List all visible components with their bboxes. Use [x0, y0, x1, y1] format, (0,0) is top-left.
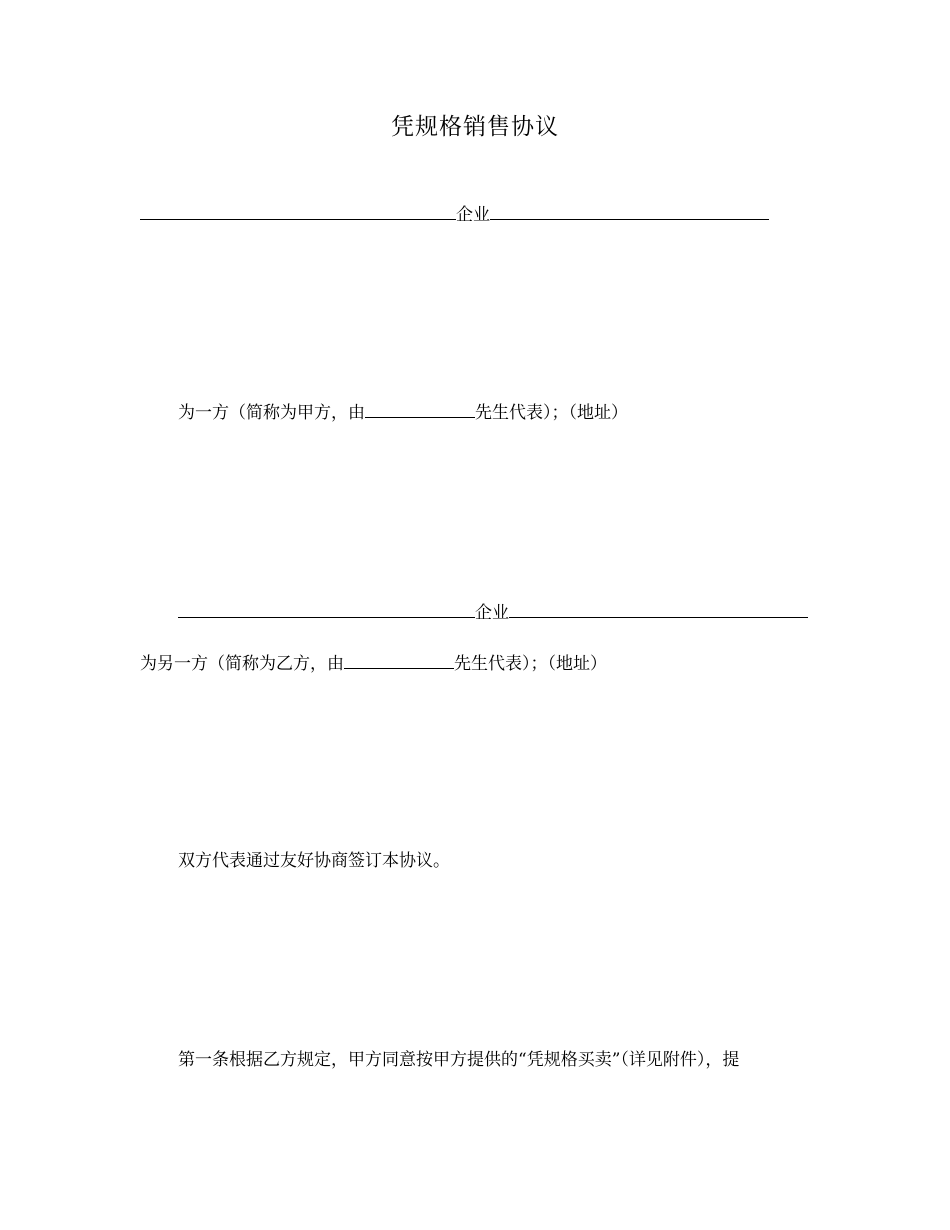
party-b-intro-after: 先生代表）；（地址）: [454, 654, 607, 674]
document-title: 凭规格销售协议: [391, 114, 559, 140]
party-b-company-trailing-blank: [509, 600, 808, 618]
party-a-intro-before: 为一方（简称为甲方，由: [178, 403, 365, 423]
party-b-company-line: [178, 600, 808, 624]
agreement-sentence: 双方代表通过友好协商签订本协议。: [178, 851, 450, 871]
party-a-intro-after: 先生代表）；（地址）: [475, 403, 628, 423]
article-one-start: 第一条根据乙方规定，甲方同意按甲方提供的“凭规格买卖”（详见附件），提: [178, 1050, 740, 1070]
party-b-representative-blank: [344, 651, 454, 669]
party-a-intro-line: [178, 400, 628, 424]
party-b-company-suffix: 企业: [475, 603, 509, 623]
party-b-intro-before: 为另一方（简称为乙方，由: [140, 654, 344, 674]
party-a-representative-blank: [365, 400, 475, 418]
party-a-company-suffix: 企业: [456, 205, 490, 225]
party-b-intro-line: [140, 651, 607, 675]
party-a-company-name-blank: [140, 202, 456, 220]
party-b-company-name-blank: [178, 600, 475, 618]
party-a-company-line: [140, 202, 769, 226]
party-a-company-trailing-blank: [490, 202, 769, 220]
